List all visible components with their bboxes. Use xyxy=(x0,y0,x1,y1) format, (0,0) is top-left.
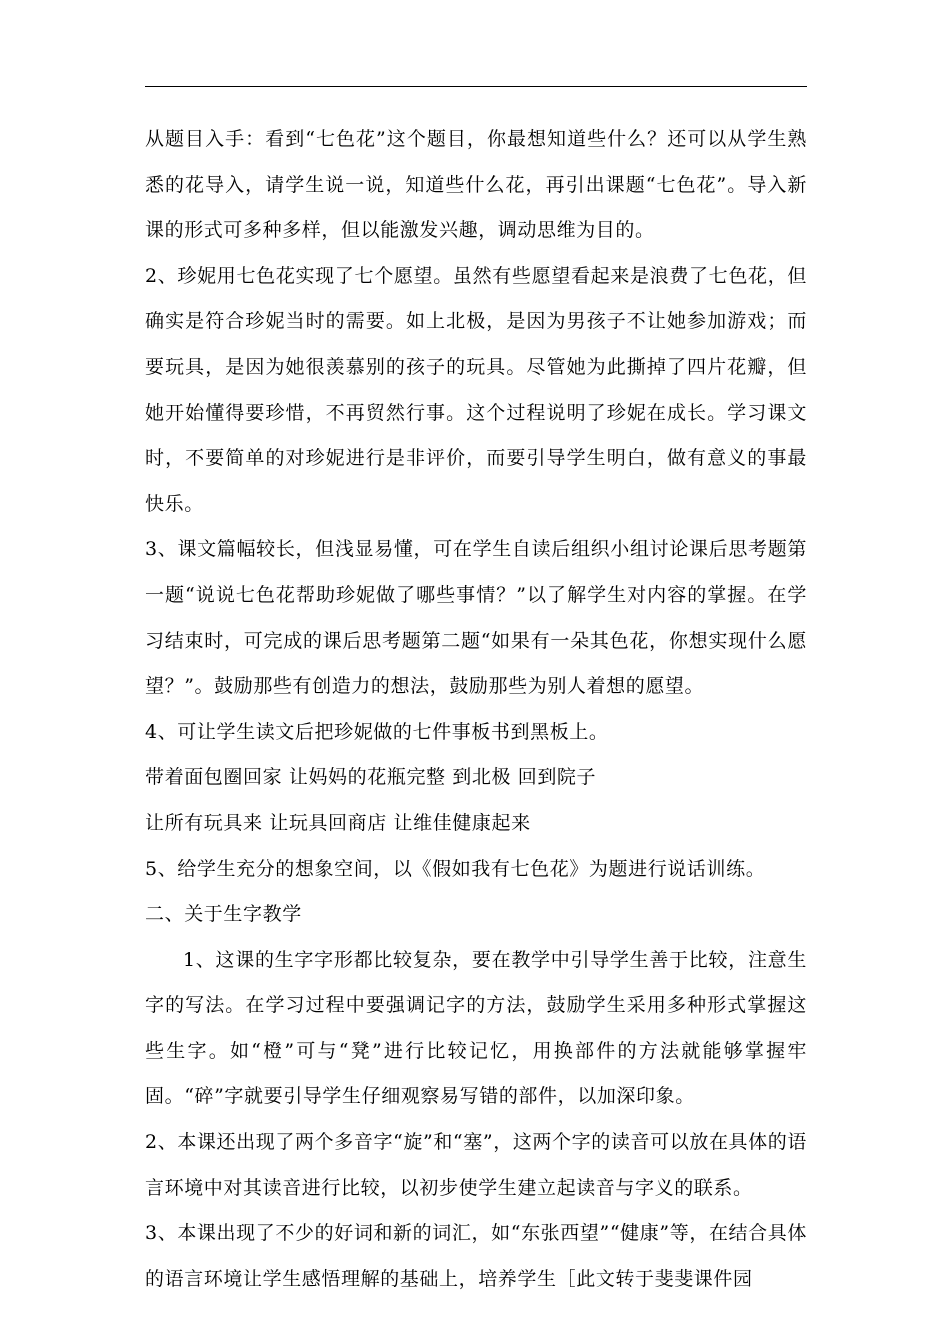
header-rule xyxy=(145,86,807,87)
section-heading-characters: 二、关于生字教学 xyxy=(145,903,302,926)
paragraph-characters-1: 1、这课的生字字形都比较复杂，要在教学中引导学生善于比较，注意生字的写法。在学习过程中要强调记字的方法，鼓励学生采用多种形式掌握这些生字。如“橙”可与“凳”进行比较记忆，用换部件的方法就能够掌握牢固。“碎”字就要引导学生仔细观察易写错的部件，以加深印象。 xyxy=(145,948,807,1108)
paragraph-item-3-discussion: 3、课文篇幅较长，但浅显易懂，可在学生自读后组织小组讨论课后思考题第一题“说说七色花帮助珍妮做了哪些事情？”以了解学生对内容的掌握。在学习结束时，可完成的课后思考题第二题“如果有一朵其色花，你想实现什么愿望？”。鼓励那些有创造力的想法，鼓励那些为别人着想的愿望。 xyxy=(145,538,807,698)
paragraph-item-4-blackboard: 4、可让学生读文后把珍妮做的七件事板书到黑板上。 xyxy=(145,720,609,743)
paragraph-intro-topic: 从题目入手：看到“七色花”这个题目，你最想知道些什么？还可以从学生熟悉的花导入，请学生说一说，知道些什么花，再引出课题“七色花”。导入新课的形式可多种多样，但以能激发兴趣，调动思维为目的。 xyxy=(145,128,807,242)
paragraph-characters-3: 3、本课出现了不少的好词和新的词汇，如“东张西望”“健康”等，在结合具体的语言环境让学生感悟理解的基础上，培养学生［此文转于斐斐课件园 xyxy=(145,1222,807,1290)
blackboard-line-2: 让所有玩具来 让玩具回商店 让维佳健康起来 xyxy=(145,811,531,834)
paragraph-characters-2: 2、本课还出现了两个多音字“旋”和“塞”，这两个字的读音可以放在具体的语言环境中对其读音进行比较，以初步使学生建立起读音与字义的联系。 xyxy=(145,1131,807,1199)
paragraph-item-5-speaking: 5、给学生充分的想象空间，以《假如我有七色花》为题进行说话训练。 xyxy=(145,857,766,880)
blackboard-line-1: 带着面包圈回家 让妈妈的花瓶完整 到北极 回到院子 xyxy=(145,766,597,789)
document-body xyxy=(145,117,807,1302)
paragraph-item-2-wishes: 2、珍妮用七色花实现了七个愿望。虽然有些愿望看起来是浪费了七色花，但确实是符合珍妮当时的需要。如上北极，是因为男孩子不让她参加游戏；而要玩具，是因为她很羡慕别的孩子的玩具。尽管她为此撕掉了四片花瓣，但她开始懂得要珍惜，不再贸然行事。这个过程说明了珍妮在成长。学习课文时，不要简单的对珍妮进行是非评价，而要引导学生明白，做有意义的事最快乐。 xyxy=(145,264,807,515)
